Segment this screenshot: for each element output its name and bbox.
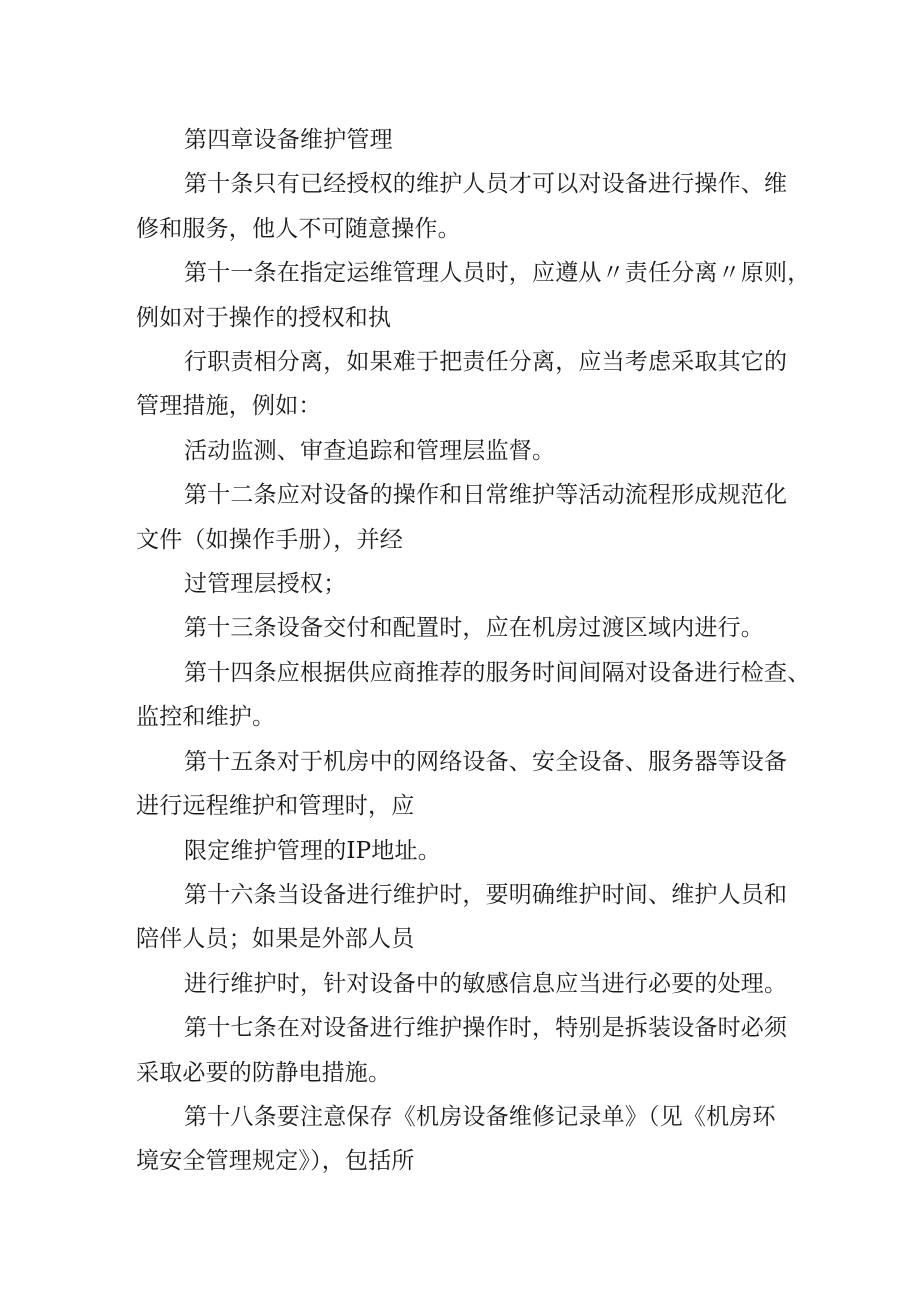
- text-line: 第十四条应根据供应商推荐的服务时间间隔对设备进行检查、: [184, 659, 811, 686]
- text-line: 活动监测、审查追踪和管理层监督。: [184, 437, 556, 464]
- text-line: 过管理层授权；: [184, 571, 347, 598]
- text-line: 第十一条在指定运维管理人员时，应遵从〃责任分离〃原则，: [184, 260, 811, 287]
- text-line: 采取必要的防静电措施。: [136, 1059, 392, 1086]
- text-line: 第十五条对于机房中的网络设备、安全设备、服务器等设备: [184, 748, 788, 775]
- text-line: 境安全管理规定》），包括所: [136, 1148, 415, 1175]
- document-body: [136, 118, 816, 1184]
- text-line: 第十条只有已经授权的维护人员才可以对设备进行操作、维: [184, 171, 788, 198]
- text-line: 文件（如操作手册），并经: [136, 526, 403, 553]
- text-line: 监控和维护。: [136, 704, 276, 731]
- text-line: 进行远程维护和管理时，应: [136, 793, 415, 820]
- text-line: 第十二条应对设备的操作和日常维护等活动流程形成规范化: [184, 482, 788, 509]
- text-line: 第十三条设备交付和配置时，应在机房过渡区域内进行。: [184, 615, 764, 642]
- chapter-heading: 第四章设备维护管理: [184, 127, 393, 153]
- text-line: 管理措施，例如：: [136, 393, 322, 420]
- text-line: 进行维护时，针对设备中的敏感信息应当进行必要的处理。: [184, 970, 788, 997]
- text-line: 陪伴人员；如果是外部人员: [136, 926, 415, 953]
- text-line: 第十七条在对设备进行维护操作时，特别是拆装设备时必须: [184, 1015, 788, 1042]
- text-line: 修和服务，他人不可随意操作。: [136, 215, 461, 242]
- text-line: 第十六条当设备进行维护时，要明确维护时间、维护人员和: [184, 881, 788, 908]
- text-line: 第十八条要注意保存《机房设备维修记录单》（见《机房环: [184, 1103, 776, 1130]
- text-line: 行职责相分离，如果难于把责任分离，应当考虑采取其它的: [184, 349, 788, 376]
- text-line: 限定维护管理的IP地址。: [184, 837, 441, 864]
- text-line: 例如对于操作的授权和执: [136, 304, 392, 331]
